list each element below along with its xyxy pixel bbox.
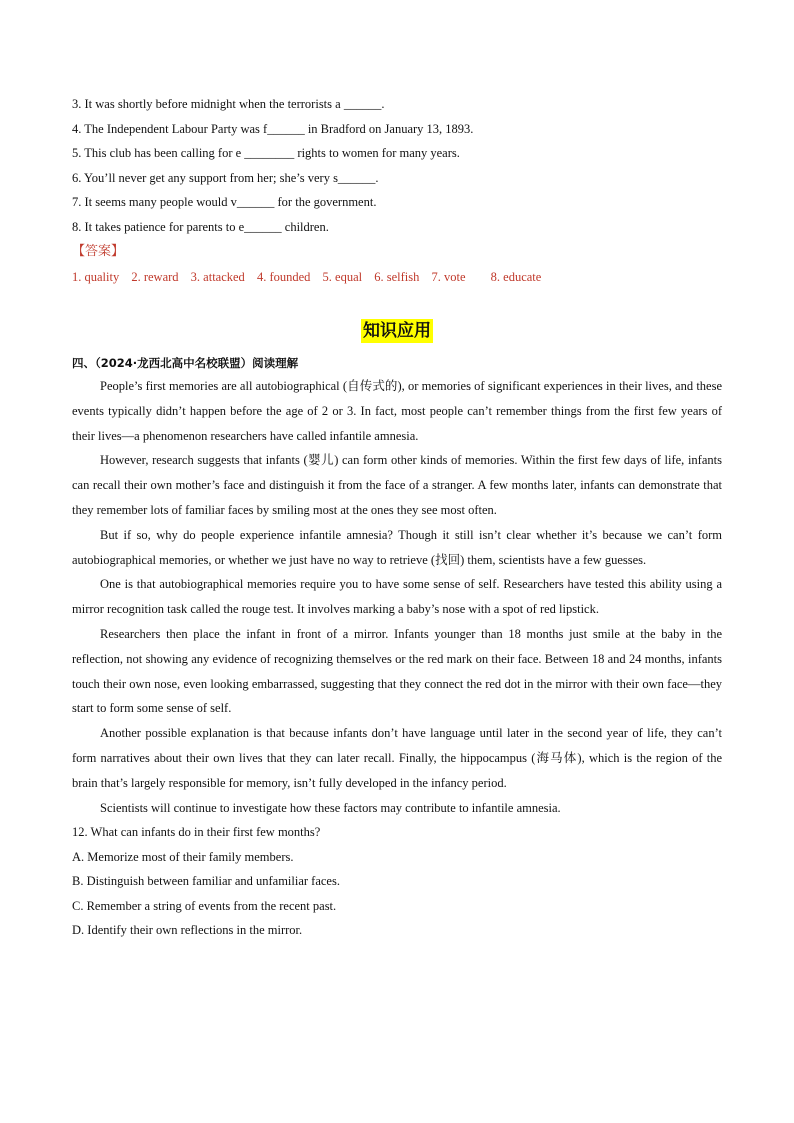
passage-paragraph: One is that autobiographical memories require you to have some sense of self. Researchers have tested this ability using a mirror recognition task called the rouge test. It involves marking a baby’s nose with a spot of red lipstick. [72, 577, 722, 617]
answer-item: 1. quality [72, 270, 120, 284]
passage-paragraph: Researchers then place the infant in front of a mirror. Infants younger than 18 months just smile at the baby in the reflection, not showing any evidence of recognizing themselves or the red mark on their face. Between 18 and 24 months, infants touch their own nose, even looking embarrassed, suggesting that they connect the red dot in the mirror with their own face—they start to form some sense of self. [72, 626, 722, 716]
exercise-item: 6. You’ll never get any support from her; she’s very s______. [72, 170, 379, 185]
answer-heading: 【答案】 [72, 244, 125, 259]
document-page [72, 92, 722, 943]
passage-source: 四、（2024·龙西北高中名校联盟）阅读理解 [72, 356, 299, 370]
answer-item: 8. educate [490, 270, 542, 284]
reading-passage [72, 374, 722, 820]
question-option: D. Identify their own reflections in the mirror. [72, 923, 303, 938]
answer-list [72, 265, 722, 289]
exercise-item: 5. This club has been calling for e ________ rights to women for many years. [72, 146, 460, 160]
question-option: C. Remember a string of events from the recent past. [72, 898, 337, 913]
answer-item: 2. reward [131, 270, 179, 284]
question-stem: 12. What can infants do in their first few months? [72, 825, 321, 840]
passage-paragraph: However, research suggests that infants (婴儿) can form other kinds of memories. Within the first few days of life, infants can recall their own mother’s face and distinguish it from the face of a stranger. A few months later, infants can demonstrate that they remember lots of familiar faces by smiling most at the ones they see most often. [72, 453, 722, 517]
answer-item: 3. attacked [190, 270, 245, 284]
exercise-item: 3. It was shortly before midnight when the terrorists a ______. [72, 97, 385, 111]
exercise-item: 8. It takes patience for parents to e______ children. [72, 219, 329, 234]
passage-paragraph: Scientists will continue to investigate how these factors may contribute to infantile amnesia. [100, 800, 561, 815]
passage-paragraph: People’s first memories are all autobiographical (自传式的), or memories of significant experiences in their lives, and these events typically didn’t happen before the age of 2 or 3. In fact, most people can’t remember things from the first few years of their lives—a phenomenon researchers have called infantile amnesia. [72, 379, 722, 443]
section-title: 知识应用 [363, 321, 431, 341]
answer-item: 4. founded [256, 270, 311, 284]
passage-paragraph: Another possible explanation is that because infants don’t have language until later in the second year of life, they can’t form narratives about their own lives that they can later recall. Finally, the hippocampus (海马体), which is the region of the brain that’s largely responsible for memory, isn’t fully developed in the infancy period. [72, 726, 722, 790]
exercise-item: 4. The Independent Labour Party was f______ in Bradford on January 13, 1893. [72, 121, 474, 136]
answer-item: 5. equal [322, 270, 363, 284]
section-header [72, 319, 722, 349]
answer-item: 7. vote [431, 270, 466, 284]
question-option: B. Distinguish between familiar and unfamiliar faces. [72, 874, 340, 889]
exercise-item: 7. It seems many people would v______ for the government. [72, 195, 377, 209]
answer-item: 6. selfish [374, 270, 420, 284]
question-block [72, 820, 722, 943]
question-option: A. Memorize most of their family members. [72, 849, 294, 864]
passage-paragraph: But if so, why do people experience infantile amnesia? Though it still isn’t clear whether it’s because we can’t form autobiographical memories, or whether we just have no way to retrieve (找回) them, scientists have a few guesses. [72, 527, 722, 567]
exercise-list [72, 92, 722, 239]
